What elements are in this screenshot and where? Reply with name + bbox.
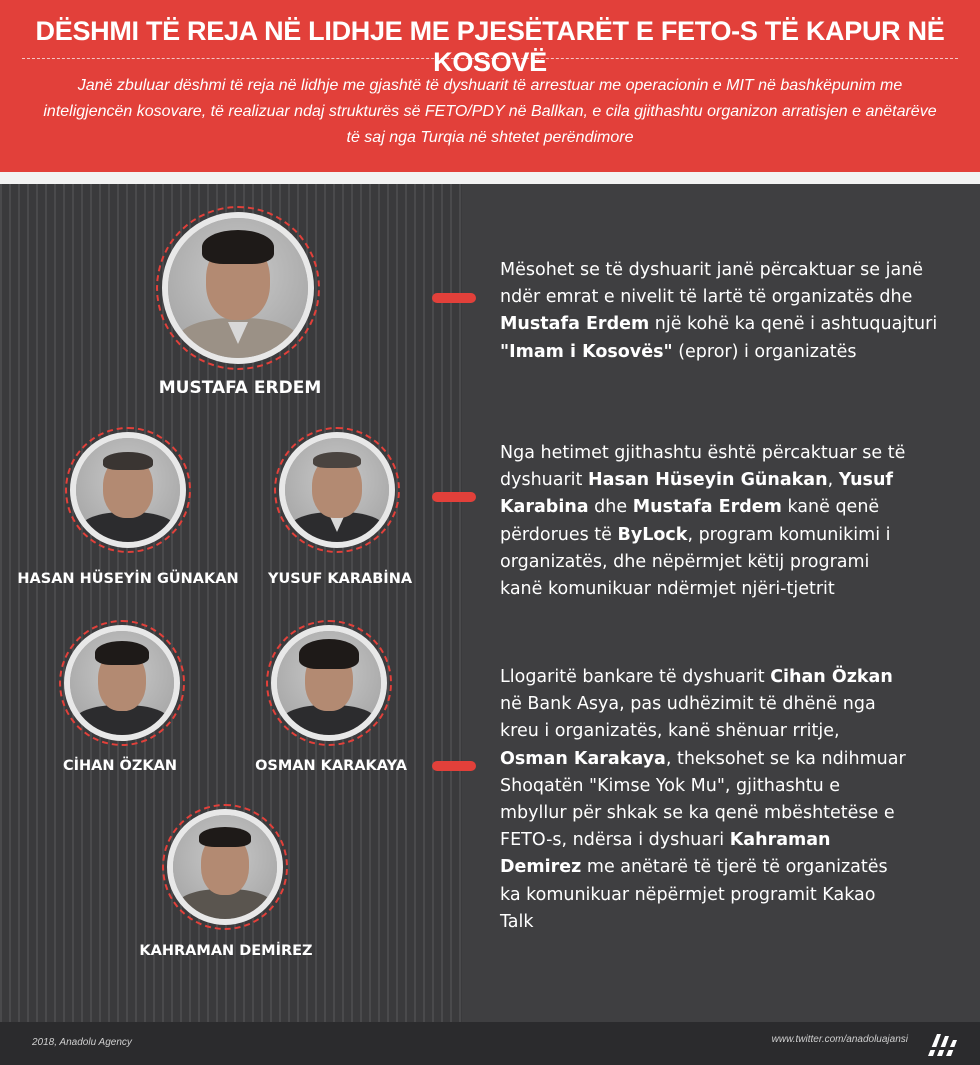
text-segment: me anëtarë të tjerë të organizatës ka komunikuar nëpërmjet programit Kakao Talk [500, 857, 888, 932]
highlighted-name: Cihan Özkan [770, 667, 893, 687]
connector-bar [432, 293, 476, 303]
detail-text-2 [500, 440, 910, 603]
footer [0, 1022, 980, 1065]
text-segment: një kohë ka qenë i ashtuquajturi [649, 314, 938, 335]
highlighted-name: Kahraman Demirez [500, 830, 831, 878]
person-name: OSMAN KARAKAYA [255, 758, 407, 774]
header-banner [0, 0, 980, 172]
separator-strip [0, 172, 980, 184]
person-name: YUSUF KARABİNA [267, 571, 413, 587]
detail-text-3 [500, 664, 912, 936]
portrait-photo [271, 625, 387, 741]
footer-credit: 2018, Anadolu Agency [32, 1037, 132, 1048]
portrait-photo [162, 212, 314, 364]
portrait-photo [279, 432, 395, 548]
text-segment: kanë qenë përdorues të [500, 497, 880, 545]
text-segment: , [827, 470, 839, 491]
person-name: KAHRAMAN DEMİREZ [139, 943, 313, 959]
header-divider [22, 58, 958, 59]
person-name: MUSTAFA ERDEM [158, 378, 322, 398]
text-segment: (epror) i organizatës [672, 341, 857, 362]
connector-bar [432, 761, 476, 771]
highlighted-name: Mustafa Erdem [500, 314, 650, 335]
footer-twitter-link[interactable]: www.twitter.com/anadoluajansi [771, 1034, 908, 1045]
text-segment: Mësohet se të dyshuarit janë përcaktuar se janë ndër emrat e nivelit të lartë të organizatës dhe [500, 260, 924, 308]
highlighted-name: Hasan Hüseyin Günakan [587, 470, 828, 491]
anadolu-agency-logo-icon [926, 1026, 960, 1060]
highlighted-name: Osman Karakaya [500, 748, 666, 769]
portrait-photo [167, 809, 283, 925]
text-segment: në Bank Asya, pas udhëzimit të dhënë nga kreu i organizatës, kanë shënuar rritje, [500, 694, 876, 742]
text-segment: dhe [588, 497, 633, 518]
person-name: HASAN HÜSEYİN GÜNAKAN [17, 571, 239, 587]
connector-bar [432, 492, 476, 502]
portrait-photo [64, 625, 180, 741]
text-segment: , program komunikimi i organizatës, dhe nëpërmjet këtij programi kanë komunikuar ndërmjet njëri-tjetrit [500, 524, 891, 600]
highlighted-name: ByLock [617, 524, 688, 545]
highlighted-name: "Imam i Kosovës" [500, 341, 673, 362]
highlighted-name: Mustafa Erdem [632, 497, 782, 518]
text-segment: , theksohet se ka ndihmuar Shoqatën "Kimse Yok Mu", gjithashtu e mbyllur për shkak se ka qenë mbështetëse e FETO-s, ndërsa i dyshuari [500, 748, 906, 851]
text-segment: Nga hetimet gjithashtu është përcaktuar se të dyshuarit [500, 443, 906, 491]
page-subtitle: Janë zbuluar dëshmi të reja në lidhje me gjashtë të dyshuarit të arrestuar me operacionin e MIT në bashkëpunim me inteligjencën kosovare, të realizuar ndaj strukturës së FETO/PDY në Ballkan, e cila gjithashtu organizon arratisjen e anëtarëve të saj nga Turqia në shtetet perëndimore [43, 77, 937, 146]
page-title: DËSHMI TË REJA NË LIDHJE ME PJESËTARËT E FETO-S TË KAPUR NË KOSOVË [35, 16, 945, 77]
highlighted-name: Yusuf Karabina [500, 470, 894, 518]
detail-text-1 [500, 257, 940, 366]
text-segment: Llogaritë bankare të dyshuarit [500, 667, 771, 687]
portrait-photo [70, 432, 186, 548]
person-name: CİHAN ÖZKAN [62, 758, 177, 774]
